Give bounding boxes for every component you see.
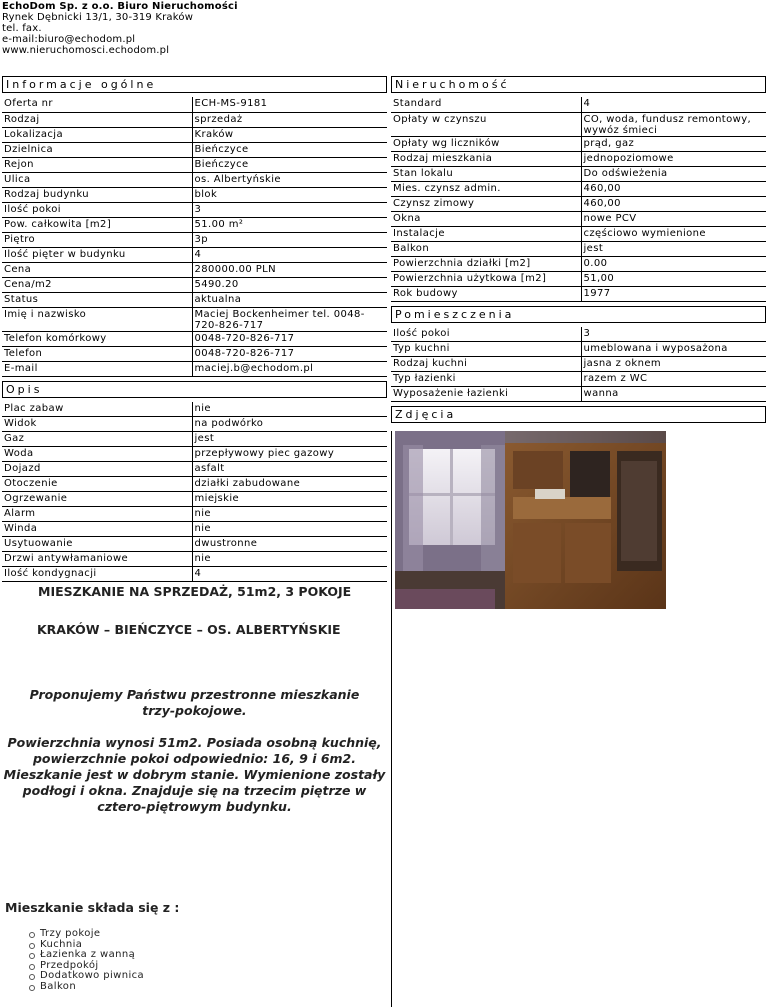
field-label: Pow. całkowita [m2]	[2, 217, 192, 232]
field-value: miejskie	[192, 492, 387, 507]
listing-location: KRAKÓW – BIEŃCZYCE – OS. ALBERTYŃSKIE	[37, 622, 341, 637]
section-header-property: Nieruchomość	[391, 76, 766, 93]
table-row	[2, 97, 387, 112]
section-header-general: Informacje ogólne	[2, 76, 387, 93]
field-label: Gaz	[2, 432, 192, 447]
field-label: Oferta nr	[2, 97, 192, 112]
field-label: Opłaty wg liczników	[391, 136, 581, 151]
field-label: Powierzchnia użytkowa [m2]	[391, 271, 581, 286]
list-item: Trzy pokoje	[40, 929, 387, 940]
field-value: 460,00	[581, 181, 766, 196]
field-label: Ulica	[2, 172, 192, 187]
table-row	[391, 196, 766, 211]
field-value: CO, woda, fundusz remontowy, wywóz śmieci	[581, 112, 766, 136]
field-value: przepływowy piec gazowy	[192, 447, 387, 462]
table-row	[2, 361, 387, 376]
table-row	[2, 402, 387, 417]
field-label: Typ kuchni	[391, 342, 581, 357]
field-value: 4	[581, 97, 766, 112]
table-row	[391, 387, 766, 402]
list-item: Dodatkowo piwnica	[40, 971, 387, 982]
rooms-table	[391, 327, 766, 403]
field-label: Ilość pięter w budynku	[2, 247, 192, 262]
field-value: 51,00	[581, 271, 766, 286]
table-row	[2, 142, 387, 157]
table-row	[391, 136, 766, 151]
field-value: Do odświeżenia	[581, 166, 766, 181]
field-value: 4	[192, 567, 387, 582]
company-phone: tel. fax.	[2, 23, 42, 34]
field-label: Usytuowanie	[2, 537, 192, 552]
field-value: 1977	[581, 286, 766, 301]
field-value: częściowo wymienione	[581, 226, 766, 241]
field-value: umeblowana i wyposażona	[581, 342, 766, 357]
field-value: Bieńczyce	[192, 142, 387, 157]
field-value: ECH-MS-9181	[192, 97, 387, 112]
description-table	[2, 402, 387, 583]
photo-area	[391, 431, 766, 1007]
left-column	[2, 76, 387, 992]
table-row	[2, 346, 387, 361]
field-label: Rejon	[2, 157, 192, 172]
company-website: www.nieruchomosci.echodom.pl	[2, 45, 170, 56]
section-header-rooms: Pomieszczenia	[391, 306, 766, 323]
field-value: asfalt	[192, 462, 387, 477]
table-row	[2, 552, 387, 567]
listing-intro: Proponujemy Państwu przestronne mieszkanie trzy-pokojowe.	[29, 687, 360, 718]
field-value: 460,00	[581, 196, 766, 211]
field-value: os. Albertyńskie	[192, 172, 387, 187]
table-row	[2, 112, 387, 127]
field-label: Czynsz zimowy	[391, 196, 581, 211]
field-value: aktualna	[192, 292, 387, 307]
field-value: 0048-720-826-717	[192, 331, 387, 346]
field-value: razem z WC	[581, 372, 766, 387]
table-row	[391, 211, 766, 226]
table-row	[2, 127, 387, 142]
field-value: dwustronne	[192, 537, 387, 552]
field-value: Kraków	[192, 127, 387, 142]
table-row	[2, 522, 387, 537]
listing-description	[2, 584, 387, 992]
table-row	[2, 567, 387, 582]
table-row	[2, 477, 387, 492]
field-label: Dzielnica	[2, 142, 192, 157]
field-value: 51.00 m²	[192, 217, 387, 232]
field-label: Widok	[2, 417, 192, 432]
table-row	[2, 331, 387, 346]
table-row	[2, 462, 387, 477]
field-label: Ilość pokoi	[2, 202, 192, 217]
field-label: Drzwi antywłamaniowe	[2, 552, 192, 567]
field-label: Ilość kondygnacji	[2, 567, 192, 582]
field-label: Imię i nazwisko	[2, 307, 192, 331]
column-divider	[391, 986, 392, 994]
field-label: Balkon	[391, 241, 581, 256]
field-label: Plac zabaw	[2, 402, 192, 417]
field-label: Rodzaj kuchni	[391, 357, 581, 372]
table-row	[2, 232, 387, 247]
table-row	[2, 507, 387, 522]
table-row	[2, 262, 387, 277]
table-row	[2, 277, 387, 292]
apartment-photo[interactable]	[395, 431, 666, 609]
field-label: Typ łazienki	[391, 372, 581, 387]
table-row	[2, 247, 387, 262]
table-row	[2, 417, 387, 432]
table-row	[2, 307, 387, 331]
field-label: Status	[2, 292, 192, 307]
table-row	[391, 151, 766, 166]
field-label: Rodzaj mieszkania	[391, 151, 581, 166]
listing-items	[2, 929, 387, 992]
field-value: jasna z oknem	[581, 357, 766, 372]
field-value: 3	[192, 202, 387, 217]
field-value: 280000.00 PLN	[192, 262, 387, 277]
listing-consists-title: Mieszkanie składa się z :	[5, 900, 180, 915]
field-value: na podwórko	[192, 417, 387, 432]
field-label: Cena	[2, 262, 192, 277]
field-value: nie	[192, 522, 387, 537]
field-label: Cena/m2	[2, 277, 192, 292]
field-value: 0.00	[581, 256, 766, 271]
field-label: Okna	[391, 211, 581, 226]
room-photo-image	[395, 431, 666, 609]
field-label: Telefon komórkowy	[2, 331, 192, 346]
table-row	[391, 342, 766, 357]
list-item: Kuchnia	[40, 940, 387, 951]
field-value: 5490.20	[192, 277, 387, 292]
field-value: 3p	[192, 232, 387, 247]
field-value: nie	[192, 402, 387, 417]
table-row	[391, 226, 766, 241]
field-value: prąd, gaz	[581, 136, 766, 151]
section-header-photos: Zdjęcia	[391, 406, 766, 423]
company-name: EchoDom Sp. z o.o. Biuro Nieruchomości	[2, 1, 238, 12]
field-label: Alarm	[2, 507, 192, 522]
table-row	[391, 256, 766, 271]
field-label: Telefon	[2, 346, 192, 361]
field-label: Lokalizacja	[2, 127, 192, 142]
table-row	[2, 217, 387, 232]
property-table	[391, 97, 766, 302]
general-info-table	[2, 97, 387, 377]
table-row	[391, 286, 766, 301]
field-label: E-mail	[2, 361, 192, 376]
field-value: nowe PCV	[581, 211, 766, 226]
table-row	[2, 292, 387, 307]
field-value: nie	[192, 552, 387, 567]
field-value: nie	[192, 507, 387, 522]
field-label: Powierzchnia działki [m2]	[391, 256, 581, 271]
right-column	[391, 76, 766, 1007]
table-row	[391, 166, 766, 181]
field-label: Stan lokalu	[391, 166, 581, 181]
table-row	[2, 157, 387, 172]
field-value: wanna	[581, 387, 766, 402]
field-label: Rodzaj	[2, 112, 192, 127]
field-value: jednopoziomowe	[581, 151, 766, 166]
field-label: Piętro	[2, 232, 192, 247]
field-label: Rok budowy	[391, 286, 581, 301]
field-label: Ogrzewanie	[2, 492, 192, 507]
table-row	[391, 181, 766, 196]
list-item: Balkon	[40, 982, 387, 993]
table-row	[2, 447, 387, 462]
field-label: Instalacje	[391, 226, 581, 241]
field-value: blok	[192, 187, 387, 202]
field-label: Standard	[391, 97, 581, 112]
listing-details: Powierzchnia wynosi 51m2. Posiada osobną kuchnię, powierzchnie pokoi odpowiednio: 16, 9 i 6m2. Mieszkanie jest w dobrym stanie. Wymienione zostały podłogi i okna. Znajduje się na trzecim piętrze w cztero-piętrowym budynku.	[3, 735, 386, 814]
list-item: Przedpokój	[40, 961, 387, 972]
table-row	[391, 97, 766, 112]
field-value: jest	[192, 432, 387, 447]
table-row	[391, 241, 766, 256]
table-row	[391, 271, 766, 286]
table-row	[391, 357, 766, 372]
field-value: jest	[581, 241, 766, 256]
field-label: Mies. czynsz admin.	[391, 181, 581, 196]
field-label: Wyposażenie łazienki	[391, 387, 581, 402]
table-row	[391, 112, 766, 136]
table-row	[391, 327, 766, 342]
field-label: Otoczenie	[2, 477, 192, 492]
field-label: Rodzaj budynku	[2, 187, 192, 202]
field-value: Bieńczyce	[192, 157, 387, 172]
agency-header	[2, 1, 238, 56]
field-label: Winda	[2, 522, 192, 537]
table-row	[391, 372, 766, 387]
field-label: Ilość pokoi	[391, 327, 581, 342]
field-value: 0048-720-826-717	[192, 346, 387, 361]
table-row	[2, 492, 387, 507]
field-value: 3	[581, 327, 766, 342]
table-row	[2, 172, 387, 187]
field-label: Woda	[2, 447, 192, 462]
field-value: Maciej Bockenheimer tel. 0048-720-826-717	[192, 307, 387, 331]
table-row	[2, 187, 387, 202]
list-item: Łazienka z wanną	[40, 950, 387, 961]
field-label: Dojazd	[2, 462, 192, 477]
field-value: maciej.b@echodom.pl	[192, 361, 387, 376]
table-row	[2, 202, 387, 217]
section-header-description: Opis	[2, 381, 387, 398]
company-email: e-mail:biuro@echodom.pl	[2, 34, 136, 45]
table-row	[2, 432, 387, 447]
field-value: 4	[192, 247, 387, 262]
field-value: sprzedaż	[192, 112, 387, 127]
listing-headline: MIESZKANIE NA SPRZEDAŻ, 51m2, 3 POKOJE	[38, 584, 352, 599]
field-value: działki zabudowane	[192, 477, 387, 492]
field-label: Opłaty w czynszu	[391, 112, 581, 136]
company-address: Rynek Dębnicki 13/1, 30-319 Kraków	[2, 12, 194, 23]
table-row	[2, 537, 387, 552]
